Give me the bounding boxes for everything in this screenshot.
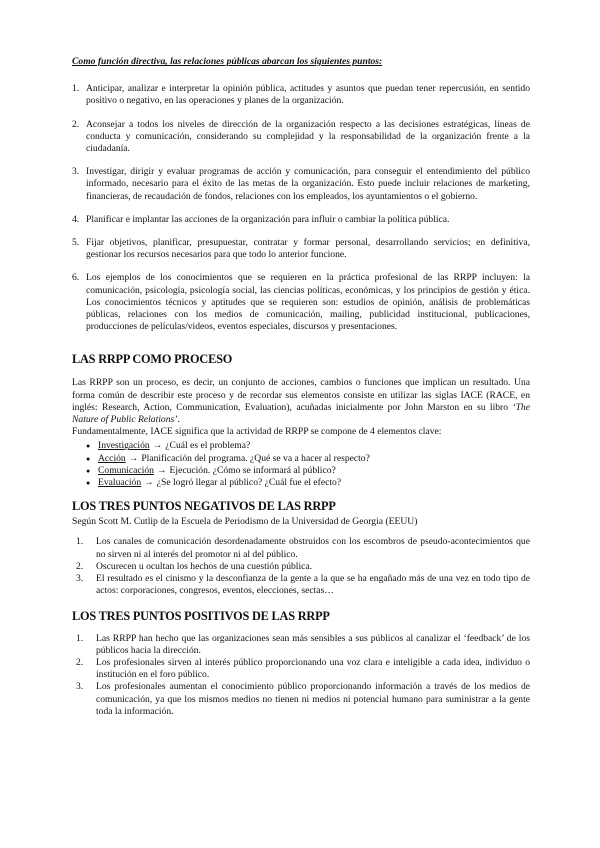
item-number: 3. — [76, 573, 84, 585]
list-item — [72, 237, 530, 261]
book-title: ‘The Nature of Public Relations’ — [72, 401, 530, 426]
list-item — [72, 119, 530, 156]
list-item — [76, 573, 530, 597]
fundamental-paragraph: Fundamentalmente, IACE significa que la actividad de RRPP se compone de 4 elementos clave: — [72, 426, 442, 438]
negatives-list — [72, 536, 530, 597]
paragraph-start: Las RRPP son un proceso, es decir, un conjunto de acciones, cambios o funciones que implican un resultado. Una forma común de describir este proceso y de recordar sus elementos consiste en utilizar las siglas IACE (RACE, en inglés: Research, Action, Communication, Evaluation), acuñadas inicialmente por John Marston en su libro — [72, 377, 530, 413]
item-number: 2. — [72, 118, 80, 130]
iace-elements-list — [72, 440, 530, 489]
item-text: Los profesionales sirven al interés público proporcionando una voz clara e inteligible a cada idea, individuo o institución en el foro público. — [96, 656, 530, 681]
item-text: Investigar, dirigir y evaluar programas de acción y comunicación, para conseguir el entendimiento del público informado, necesario para el éxito de las metas de la organización. Esto puede incluir relaciones de marketing, financieras, de recaudación de fondos, relaciones con los empleados, los ayuntamientos o el gobierno. — [86, 166, 530, 202]
element-term: Acción — [98, 452, 126, 464]
item-text: Fijar objetivos, planificar, presupuestar, contratar y formar personal, desarrollando servicios; en definitiva, gestionar los recursos necesarios para que todo lo anterior funcione. — [86, 237, 530, 261]
element-desc: ¿Se logró llegar al público? ¿Cuál fue el efecto? — [156, 477, 342, 489]
item-text: Anticipar, analizar e interpretar la opinión pública, actitudes y asuntos que puedan tener repercusión, en sentido positivo o negativo, en las operaciones y planes de la organización. — [86, 83, 530, 107]
arrow-icon: → — [152, 440, 163, 452]
item-text: Oscurecen u ocultan los hechos de una cuestión pública. — [96, 560, 313, 572]
item-number: 1. — [76, 632, 84, 644]
list-item — [76, 536, 530, 560]
list-item — [86, 440, 530, 452]
item-number: 2. — [76, 656, 84, 668]
arrow-icon: → — [128, 452, 139, 464]
item-text: El resultado es el cinismo y la desconfianza de la gente a la que se ha engañado más de una vez en todo tipo de actos: corporaciones, congresos, eventos, elecciones, sectas… — [96, 573, 530, 597]
item-number: 3. — [72, 166, 80, 178]
item-number: 3. — [76, 681, 84, 693]
bullet-icon: ● — [86, 479, 91, 488]
list-item — [72, 214, 530, 226]
functions-list — [72, 83, 530, 333]
item-text: Planificar e implantar las acciones de la organización para influir o cambiar la política pública. — [86, 213, 450, 225]
element-desc: Planificación del programa. ¿Qué se va a hacer al respecto? — [141, 452, 370, 464]
bullet-icon: ● — [86, 442, 91, 451]
element-term: Evaluación — [98, 477, 142, 489]
list-item — [86, 453, 530, 465]
element-desc: Ejecución. ¿Cómo se informará al público? — [169, 464, 336, 476]
item-number: 5. — [72, 237, 80, 249]
list-item — [86, 477, 530, 489]
list-item — [76, 681, 530, 718]
element-term: Comunicación — [98, 464, 154, 476]
element-term: Investigación — [98, 440, 150, 452]
item-number: 1. — [72, 83, 80, 95]
item-text: Aconsejar a todos los niveles de dirección de la organización respecto a las decisiones estratégicas, líneas de conducta y comunicación, considerando su complejidad y la responsabilidad de la organización frente a la ciudadanía. — [86, 118, 530, 155]
list-item — [76, 657, 530, 681]
item-number: 1. — [76, 536, 84, 548]
item-number: 2. — [76, 560, 84, 572]
section-heading-negativos: LOS TRES PUNTOS NEGATIVOS DE LAS RRPP — [72, 499, 336, 514]
list-item — [72, 83, 530, 107]
bullet-icon: ● — [86, 454, 91, 463]
bullet-icon: ● — [86, 466, 91, 475]
paragraph-end: . — [177, 414, 180, 426]
section-heading-proceso: LAS RRPP COMO PROCESO — [72, 352, 233, 367]
item-text: Las RRPP han hecho que las organizaciones sean más sensibles a sus públicos al canalizar el ‘feedback’ de los públicos hacia la dirección. — [96, 632, 530, 656]
list-item — [72, 166, 530, 203]
negatives-source: Según Scott M. Cutlip de la Escuela de Periodismo de la Universidad de Georgia (EEUU) — [72, 516, 418, 528]
list-item — [86, 465, 530, 477]
element-desc: ¿Cuál es el problema? — [165, 440, 251, 452]
item-text: Los ejemplos de los conocimientos que se requieren en la práctica profesional de las RRPP incluyen: la comunicación, psicología, psicología social, las ciencias políticas, económicas, y los principios de gestión y ética. Los conocimientos técnicos y aptitudes que se requieren son: estudios de opinión, análisis de problemáticas públicas, relaciones con los medios de comunicación, mailing, publicidad institucional, publicaciones, producciones de películas/videos, eventos especiales, discursos y presentaciones. — [86, 272, 530, 333]
list-item — [72, 272, 530, 333]
positives-list — [72, 633, 530, 718]
list-item — [76, 561, 530, 573]
item-text: Los profesionales aumentan el conocimiento público proporcionando información a través de los medios de comunicación, ya que los mismos medios no tienen ni medios ni potencial humano para suministrar a la gente toda la información. — [96, 681, 530, 717]
section-heading-positivos: LOS TRES PUNTOS POSITIVOS DE LAS RRPP — [72, 608, 330, 623]
item-text: Los canales de comunicación desordenadamente obstruidos con los escombros de pseudo-acontecimientos que no sirven ni al interés del promotor ni al del público. — [96, 536, 530, 560]
arrow-icon: → — [156, 464, 167, 476]
process-paragraph — [72, 377, 530, 426]
list-item — [76, 633, 530, 657]
arrow-icon: → — [144, 477, 154, 489]
item-number: 4. — [72, 213, 80, 225]
intro-heading: Como función directiva, las relaciones públicas abarcan los siguientes puntos: — [72, 56, 383, 67]
item-number: 6. — [72, 272, 80, 284]
